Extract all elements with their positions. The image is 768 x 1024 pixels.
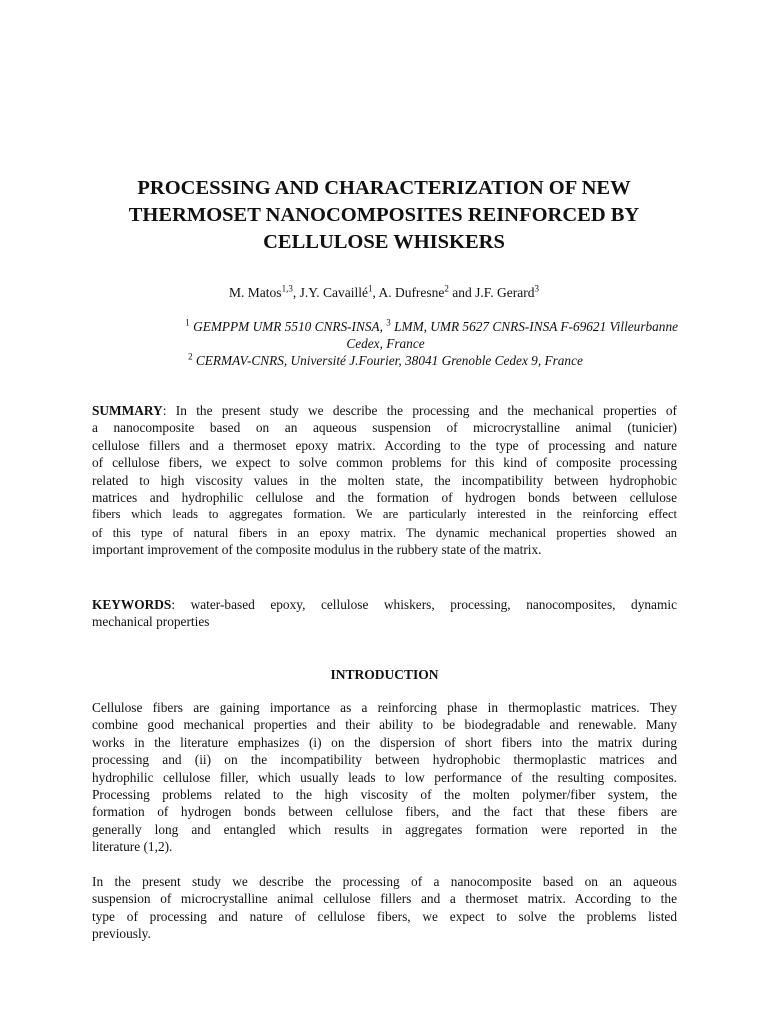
paper-title bbox=[60, 175, 708, 256]
text-line: type of processing and nature of cellulose fibers, we expect to solve the problems listed bbox=[92, 908, 677, 924]
introduction-paragraph bbox=[92, 699, 677, 856]
text-line: fibers which leads to aggregates formation. We are particularly interested in the reinforcing effect bbox=[92, 507, 677, 522]
text-line: cellulose fillers and a thermoset epoxy matrix. According to the type of processing and nature bbox=[92, 437, 677, 453]
text-line: SUMMARY: In the present study we describe the processing and the mechanical properties of bbox=[92, 403, 677, 418]
affiliation-line bbox=[93, 318, 678, 335]
title-line: THERMOSET NANOCOMPOSITES REINFORCED BY bbox=[128, 204, 640, 226]
text-line: previously. bbox=[92, 926, 151, 942]
affiliation-marker: 1,3 bbox=[281, 283, 293, 294]
text-line: literature (1,2). bbox=[92, 839, 173, 855]
affiliation-text: CERMAV-CNRS, Université J.Fourier, 38041 Grenoble Cedex 9, France bbox=[192, 353, 583, 368]
title-line: CELLULOSE WHISKERS bbox=[263, 231, 505, 253]
text-line: Processing problems related to the high viscosity of the molten polymer/fiber system, the bbox=[92, 786, 677, 802]
affiliation-line: Cedex, France bbox=[346, 336, 425, 351]
summary-paragraph bbox=[92, 402, 677, 559]
text-line: formation of hydrogen bonds between cellulose fibers, and the fact that these fibers are bbox=[92, 804, 677, 820]
text-line: a nanocomposite based on an aqueous suspension of microcrystalline animal (tunicier) bbox=[92, 420, 677, 436]
text-line: related to high viscosity values in the molten state, the incompatibility between hydrophobic bbox=[92, 472, 677, 488]
text-line: of cellulose fibers, we expect to solve common problems for this kind of composite processing bbox=[92, 455, 677, 471]
text-line: KEYWORDS: water-based epoxy, cellulose whiskers, processing, nanocomposites, dynamic bbox=[92, 597, 677, 612]
author-list bbox=[60, 284, 708, 302]
text-line: processing and (ii) on the incompatibility between hydrophobic thermoplastic matrices and bbox=[92, 752, 677, 768]
text-line: In the present study we describe the processing of a nanocomposite based on an aqueous bbox=[92, 874, 677, 889]
keywords-paragraph bbox=[92, 596, 677, 631]
title-line: PROCESSING AND CHARACTERIZATION OF NEW bbox=[137, 177, 631, 199]
affiliation-text: GEMPPM UMR 5510 CNRS-INSA, bbox=[189, 319, 383, 334]
affiliation-marker: 3 bbox=[386, 317, 391, 328]
text-line: suspension of microcrystalline animal cellulose fillers and a thermoset matrix. According to the bbox=[92, 891, 677, 907]
keywords-label: KEYWORDS bbox=[92, 597, 172, 612]
text-line: combine good mechanical properties and their ability to be biodegradable and renewable. Many bbox=[92, 717, 677, 733]
affiliation-line bbox=[93, 352, 678, 369]
text-line: Cellulose fibers are gaining importance as a reinforcing phase in thermoplastic matrices. They bbox=[92, 700, 677, 715]
affiliation-marker: 1 bbox=[185, 317, 190, 328]
author-name: M. Matos bbox=[229, 285, 282, 300]
affiliation-marker: 2 bbox=[444, 283, 449, 294]
affiliation-marker: 3 bbox=[534, 283, 539, 294]
affiliation-text: LMM, UMR 5627 CNRS-INSA F-69621 Villeurbanne bbox=[390, 319, 678, 334]
text-line: works in the literature emphasizes (i) on the dispersion of short fibers into the matrix during bbox=[92, 734, 677, 750]
affiliation-marker: 1 bbox=[367, 283, 373, 294]
introduction-paragraph bbox=[92, 873, 677, 943]
text-line: mechanical properties bbox=[92, 614, 210, 630]
affiliation-marker: 2 bbox=[188, 351, 193, 362]
text-line: matrices and hydrophilic cellulose and the formation of hydrogen bonds between cellulose bbox=[92, 489, 677, 505]
text-line: important improvement of the composite modulus in the rubbery state of the matrix. bbox=[92, 542, 542, 558]
text-line: hydrophilic cellulose filler, which usually leads to low performance of the resulting composites. bbox=[92, 769, 677, 785]
author-name: and J.F. Gerard bbox=[448, 285, 535, 300]
text-line: of this type of natural fibers in an epoxy matrix. The dynamic mechanical properties showed an bbox=[92, 525, 677, 540]
affiliations bbox=[93, 318, 678, 369]
text-line: generally long and entangled which results in aggregates formation were reported in the bbox=[92, 821, 677, 837]
section-heading-introduction: INTRODUCTION bbox=[330, 667, 439, 682]
author-name: , A. Dufresne bbox=[372, 285, 445, 300]
author-name: , J.Y. Cavaillé bbox=[292, 285, 368, 300]
summary-label: SUMMARY bbox=[92, 403, 163, 418]
